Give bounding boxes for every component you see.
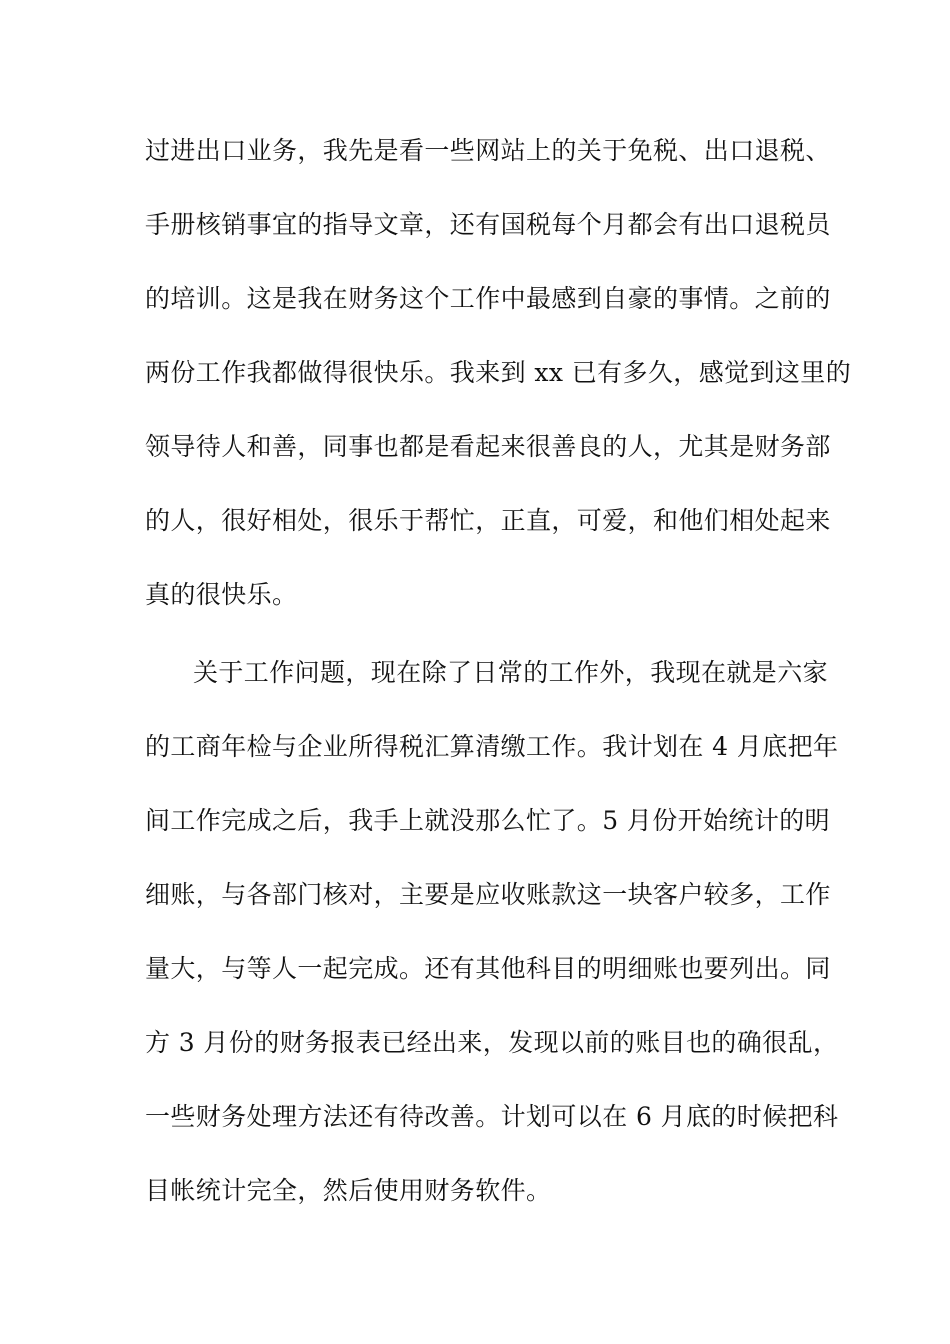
paragraph-line: 真的很快乐。 (145, 580, 298, 609)
paragraph-line: 的培训。这是我在财务这个工作中最感到自豪的事情。之前的 (145, 284, 831, 313)
paragraph-line: 目帐统计完全，然后使用财务软件。 (145, 1176, 552, 1205)
paragraph-line: 细账，与各部门核对，主要是应收账款这一块客户较多，工作 (145, 880, 831, 909)
paragraph-2 (145, 636, 839, 1302)
paragraph-line: 的工商年检与企业所得税汇算清缴工作。我计划在 4 月底把年 (145, 732, 839, 761)
paragraph-line: 方 3 月份的财务报表已经出来，发现以前的账目也的确很乱， (145, 1028, 839, 1057)
paragraph-line: 领导待人和善，同事也都是看起来很善良的人，尤其是财务部 (145, 432, 831, 461)
paragraph-line: 量大，与等人一起完成。还有其他科目的明细账也要列出。同 (145, 954, 831, 983)
paragraph-line: 间工作完成之后，我手上就没那么忙了。5 月份开始统计的明 (145, 806, 831, 835)
paragraph-line: 的人，很好相处，很乐于帮忙，正直，可爱，和他们相处起来 (145, 506, 831, 535)
paragraph-line: 手册核销事宜的指导文章，还有国税每个月都会有出口退税员 (145, 210, 831, 239)
paragraph-line: 关于工作问题，现在除了日常的工作外，我现在就是六家 (193, 658, 829, 687)
paragraph-line: 两份工作我都做得很快乐。我来到 xx 已有多久，感觉到这里的 (145, 358, 852, 387)
paragraph-line: 过进出口业务，我先是看一些网站上的关于免税、出口退税、 (145, 136, 831, 165)
paragraph-line (145, 1228, 810, 1302)
paragraph-line: 一些财务处理方法还有待改善。计划可以在 6 月底的时候把科 (145, 1102, 839, 1131)
paragraph-1 (145, 114, 852, 632)
